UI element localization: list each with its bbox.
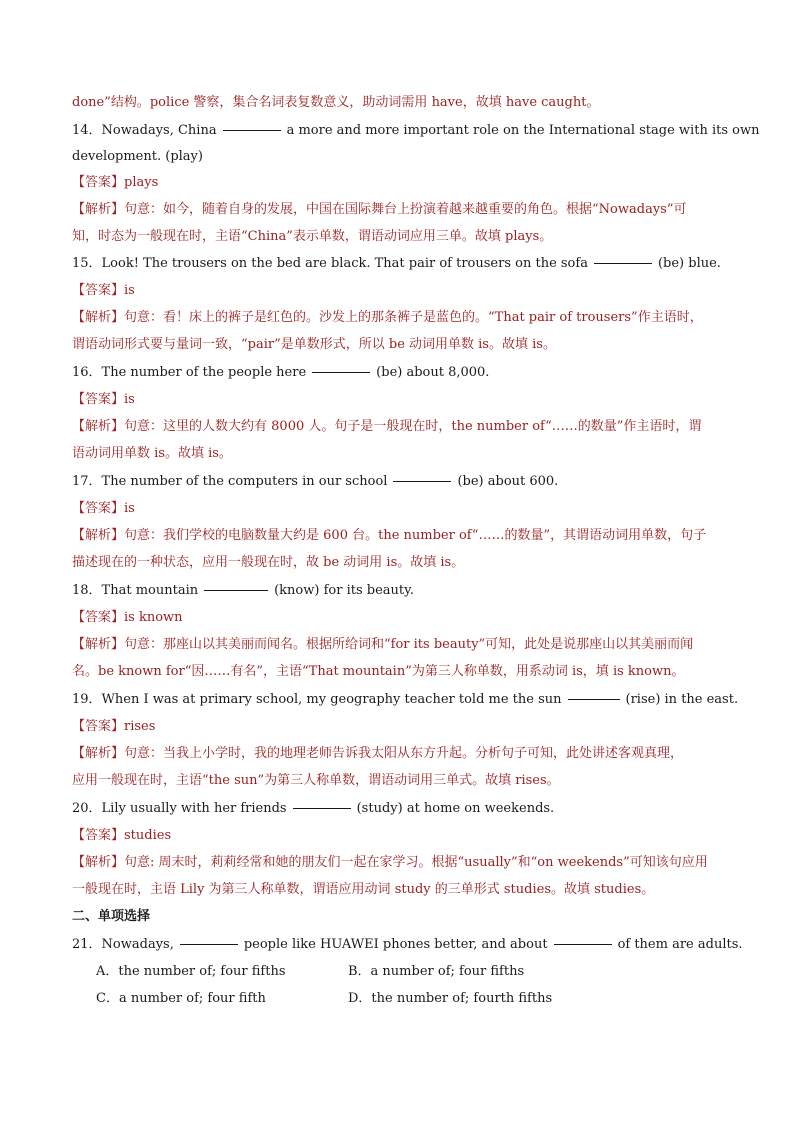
answer-value: rises (124, 719, 156, 734)
answer-tag: 【答案】 (72, 392, 125, 407)
explanation-14 (72, 201, 686, 219)
question-19-text-a: 19．When I was at primary school, my geography teacher told me the sun (72, 692, 562, 707)
answer-tag: 【答案】 (72, 175, 125, 190)
explanation-text: 句意: 周末时，莉莉经常和她的朋友们一起在家学习。根据“usually”和“on weekends”可知该句应用 (124, 855, 708, 870)
question-21 (72, 936, 743, 954)
answer-value: is known (124, 610, 183, 625)
section-heading: 二、单项选择 (72, 909, 151, 924)
answer-tag: 【答案】 (72, 610, 125, 625)
option-c[interactable]: C．a number of; four fifth (96, 991, 266, 1006)
answer-value: is (124, 392, 135, 407)
option-a[interactable]: A．the number of; four fifths (96, 964, 286, 979)
answer-value: is (124, 283, 135, 298)
explanation-text: 句意：如今，随着自身的发展，中国在国际舞台上扮演着越来越重要的角色。根据“Nowadays”可 (124, 202, 687, 217)
explanation-tag: 【解析】 (72, 310, 125, 325)
explanation-text: 句意：我们学校的电脑数量大约是 600 台。the number of“……的数量”，其谓语动词用单数，句子 (124, 528, 707, 543)
explanation-text: 句意：那座山以其美丽而闻名。根据所给词和“for its beauty”可知，此处是说那座山以其美丽而闻 (124, 637, 694, 652)
question-20 (72, 800, 554, 818)
answer-value: is (124, 501, 135, 516)
explanation-tag: 【解析】 (72, 855, 125, 870)
answer-blank (594, 262, 652, 264)
explanation-text: 句意：这里的人数大约有 8000 人。句子是一般现在时，the number of“……的数量”作主语时，谓 (124, 419, 702, 434)
question-19 (72, 691, 738, 709)
question-18-text-a: 18．That mountain (72, 583, 199, 598)
question-18-text-b: (know) for its beauty. (274, 583, 414, 598)
question-18 (72, 582, 414, 600)
question-14-cont: development. (play) (72, 149, 203, 164)
answer-17 (72, 500, 135, 518)
explanation-tag: 【解析】 (72, 528, 125, 543)
question-21-text-a: 21．Nowadays, (72, 937, 174, 952)
explanation-15-cont: 谓语动词形式要与量词一致，“pair”是单数形式，所以 be 动词用单数 is。故填 is。 (72, 337, 556, 352)
explanation-17 (72, 527, 706, 545)
question-16-text-a: 16．The number of the people here (72, 365, 307, 380)
question-14 (72, 122, 759, 140)
question-14-text-b: a more and more important role on the International stage with its own (286, 123, 760, 138)
answer-15 (72, 282, 135, 300)
question-19-text-b: (rise) in the east. (625, 692, 739, 707)
answer-19 (72, 718, 155, 736)
explanation-18 (72, 636, 693, 654)
question-15-text-a: 15．Look! The trousers on the bed are black. That pair of trousers on the sofa (72, 256, 588, 271)
explanation-17-cont: 描述现在的一种状态，应用一般现在时，故 be 动词用 is。故填 is。 (72, 555, 465, 570)
option-d[interactable]: D．the number of; fourth fifths (348, 991, 553, 1006)
question-21-text-b: people like HUAWEI phones better, and about (243, 937, 548, 952)
explanation-20 (72, 854, 708, 872)
answer-16 (72, 391, 135, 409)
answer-20 (72, 827, 171, 845)
question-20-text-b: (study) at home on weekends. (356, 801, 555, 816)
answer-18 (72, 609, 183, 627)
question-17 (72, 473, 558, 491)
question-17-text-a: 17．The number of the computers in our school (72, 474, 388, 489)
explanation-19-cont: 应用一般现在时，主语“the sun”为第三人称单数，谓语动词用三单式。故填 rises。 (72, 773, 560, 788)
question-14-text-a: 14．Nowadays, China (72, 123, 217, 138)
explanation-15 (72, 309, 703, 327)
answer-value: plays (124, 175, 159, 190)
explanation-tag: 【解析】 (72, 419, 125, 434)
explanation-14-cont: 知，时态为一般现在时，主语“China”表示单数，谓语动词应用三单。故填 plays。 (72, 229, 553, 244)
answer-tag: 【答案】 (72, 283, 125, 298)
answer-blank (180, 943, 238, 945)
explanation-16 (72, 418, 701, 436)
answer-blank (568, 698, 620, 700)
answer-14 (72, 174, 158, 192)
question-20-text-a: 20．Lily usually with her friends (72, 801, 287, 816)
explanation-tag: 【解析】 (72, 637, 125, 652)
explanation-continuation: done”结构。police 警察，集合名词表复数意义，助动词需用 have，故填 have caught。 (72, 95, 600, 110)
explanation-19 (72, 745, 683, 763)
explanation-tag: 【解析】 (72, 746, 125, 761)
answer-blank (293, 807, 351, 809)
explanation-20-cont: 一般现在时，主语 Lily 为第三人称单数，谓语应用动词 study 的三单形式 studies。故填 studies。 (72, 882, 655, 897)
explanation-text: 句意：当我上小学时，我的地理老师告诉我太阳从东方升起。分析句子可知，此处讲述客观真理， (124, 746, 684, 761)
question-21-text-c: of them are adults. (617, 937, 743, 952)
answer-blank (223, 129, 281, 131)
explanation-tag: 【解析】 (72, 202, 125, 217)
answer-tag: 【答案】 (72, 719, 125, 734)
answer-tag: 【答案】 (72, 828, 125, 843)
explanation-18-cont: 名。be known for“因……有名”，主语“That mountain”为第三人称单数，用系动词 is，填 is known。 (72, 664, 685, 679)
question-15 (72, 255, 721, 273)
answer-value: studies (124, 828, 172, 843)
question-16-text-b: (be) about 8,000. (376, 365, 490, 380)
answer-blank (312, 371, 370, 373)
explanation-16-cont: 语动词用单数 is。故填 is。 (72, 446, 232, 461)
answer-blank (204, 589, 268, 591)
answer-blank (393, 480, 451, 482)
question-16 (72, 364, 489, 382)
option-b[interactable]: B．a number of; four fifths (348, 964, 525, 979)
question-17-text-b: (be) about 600. (457, 474, 559, 489)
explanation-text: 句意：看！床上的裤子是红色的。沙发上的那条裤子是蓝色的。“That pair of trousers”作主语时， (124, 310, 703, 325)
answer-tag: 【答案】 (72, 501, 125, 516)
question-15-text-b: (be) blue. (657, 256, 721, 271)
answer-blank (554, 943, 612, 945)
